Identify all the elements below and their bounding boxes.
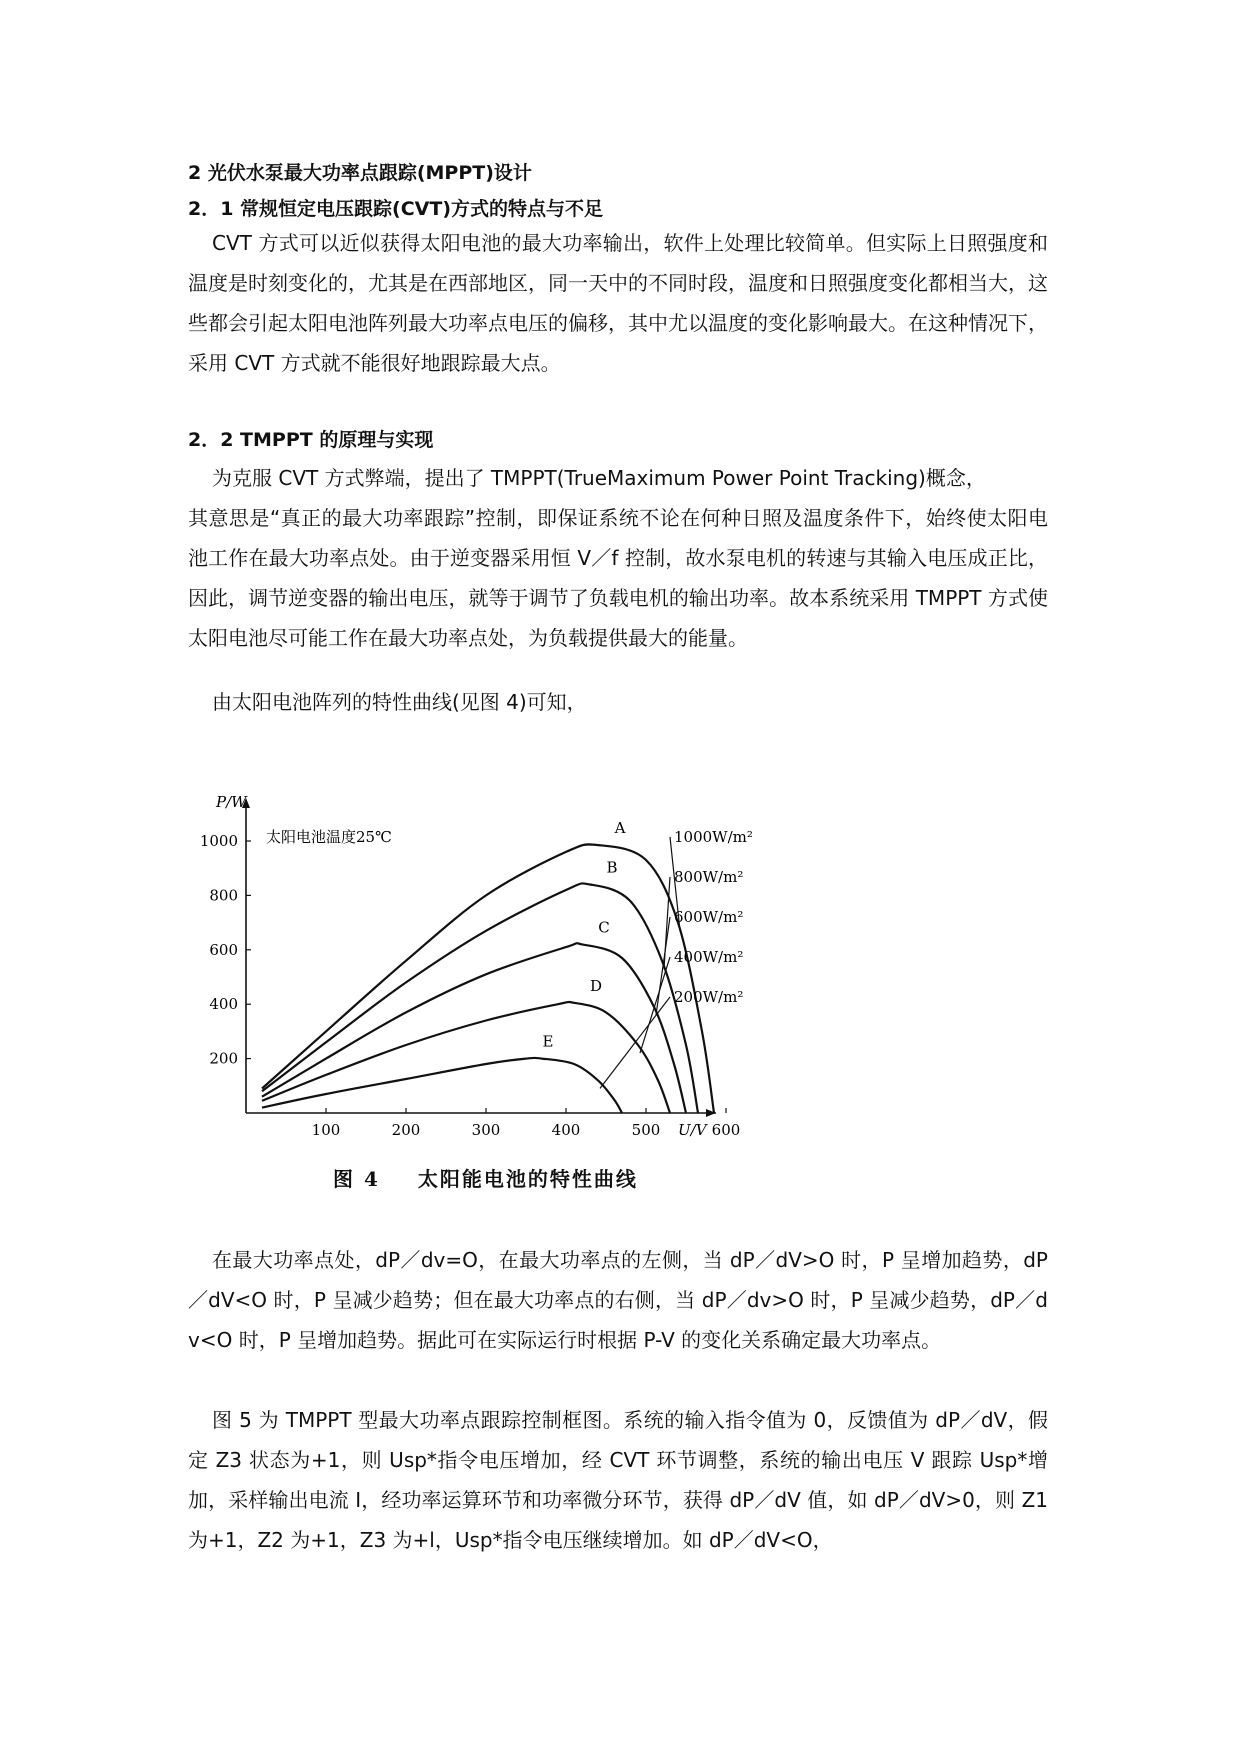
section-2-2-paragraph-2: 由太阳电池阵列的特性曲线(见图 4)可知， [212,690,587,714]
curve-d [262,1002,670,1113]
curve-label-c: C [598,918,610,937]
y-tick-label: 800 [209,886,238,905]
section-2-2-paragraph-1: 其意思是“真正的最大功率跟踪”控制，即保证系统不论在何种日照及温度条件下，始终使太阳电池工作在最大功率点处。由于逆变器采用恒 V／f 控制，故水泵电机的转速与其输入电压成正比，因此，调节逆变器的输出电压，就等于调节了负载电机的输出功率。故本系统采用 TMPPT 方式使太阳电池尽可能工作在最大功率点处，为负载提供最大的能量。 [188,506,1048,650]
figure-4-caption [333,1163,638,1192]
curve-label-b: B [606,858,618,877]
irradiance-label-d: 400W/m² [674,948,744,966]
section-2-2-paragraph-3: 在最大功率点处，dP／dv=O，在最大功率点的左侧，当 dP／dV>O 时，P 呈增加趋势，dP／dV<O 时，P 呈减少趋势；但在最大功率点的右侧，当 dP／dv>O 时，P 呈减少趋势，dP／d v<O 时，P 呈增加趋势。据此可在实际运行时根据 P-V 的变化关系确定最大功率点。 [188,1248,1048,1352]
irradiance-label-b: 800W/m² [674,868,744,886]
x-tick-label: 300 [471,1121,501,1139]
curve-b [262,883,698,1113]
curve-e [262,1058,622,1113]
figure-caption-number: 图 4 [333,1167,380,1191]
y-tick-label: 1000 [199,832,238,850]
x-tick-label: 200 [391,1121,421,1139]
curve-label-e: E [542,1032,554,1051]
section-2-2-heading: 2．2 TMPPT 的原理与实现 [188,429,434,451]
x-axis-label: U/V [678,1121,707,1139]
figure-caption-title: 太阳能电池的特性曲线 [417,1167,638,1191]
y-tick-label: 200 [209,1049,238,1068]
irradiance-label-a: 1000W/m² [674,828,753,846]
pv-characteristic-chart [196,780,776,1140]
irradiance-leader [600,997,670,1088]
document-body-lower [188,1240,1048,1560]
x-tick-label: 100 [311,1121,341,1139]
curve-label-a: A [614,819,626,838]
section-2-heading: 2 光伏水泵最大功率点跟踪(MPPT)设计 [188,162,532,184]
y-tick-label: 600 [209,940,238,959]
x-tick-label: 600 [711,1121,741,1139]
x-tick-label: 400 [551,1121,581,1139]
temperature-annotation: 太阳电池温度25℃ [266,828,392,846]
curve-label-d: D [589,976,603,995]
document-body [188,160,1048,722]
section-2-1-paragraph: CVT 方式可以近似获得太阳电池的最大功率输出，软件上处理比较简单。但实际上日照强度和温度是时刻变化的，尤其是在西部地区，同一天中的不同时段，温度和日照强度变化都相当大，这些都会引起太阳电池阵列最大功率点电压的偏移，其中尤以温度的变化影响最大。在这种情况下，采用 CVT 方式就不能很好地跟踪最大点。 [188,231,1048,375]
irradiance-label-e: 200W/m² [674,988,744,1006]
section-2-1-heading: 2．1 常规恒定电压跟踪(CVT)方式的特点与不足 [188,198,604,220]
figure-4 [196,780,776,1210]
y-tick-label: 400 [209,995,238,1014]
irradiance-label-c: 600W/m² [674,908,744,926]
x-tick-label: 500 [631,1121,661,1139]
section-2-2-paragraph-1-line-1: 为克服 CVT 方式弊端，提出了 TMPPT(TrueMaximum Power Point Tracking)概念， [212,466,986,490]
section-2-2-paragraph-4: 图 5 为 TMPPT 型最大功率点跟踪控制框图。系统的输入指令值为 0，反馈值为 dP／dV，假定 Z3 状态为+1，则 Usp*指令电压增加，经 CVT 环节调整，系统的输出电压 V 跟踪 Usp*增加，采样输出电流 I，经功率运算环节和功率微分环节，获得 dP／dV 值，如 dP／dV>0，则 Z1 为+1，Z2 为+1，Z3 为+l，Usp*指令电压继续增加。如 dP／dV<O， [188,1408,1048,1552]
y-axis-label: P/W [216,793,247,811]
